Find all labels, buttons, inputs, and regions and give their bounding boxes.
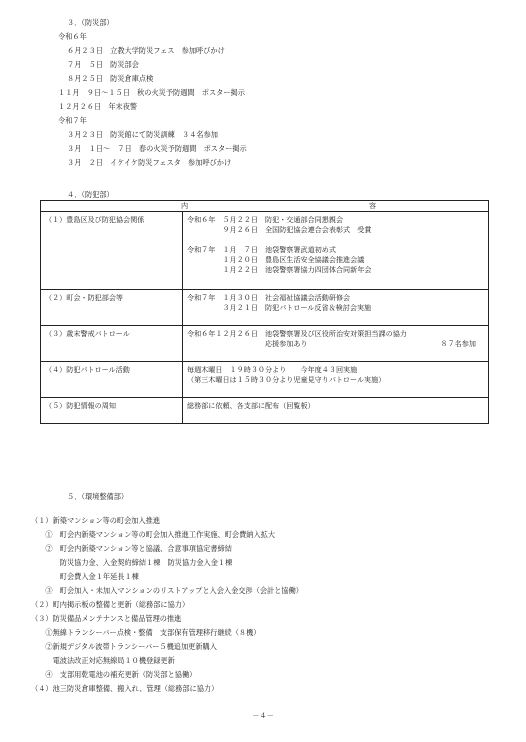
row-title: （４）防犯パトロール活動 <box>41 362 183 398</box>
content-line: ３月２１日 防犯パトロール反省＆検討会実施 <box>187 303 372 312</box>
header-label-right: 容 <box>369 201 377 210</box>
section-heading-environment: ５．（環境整備部） <box>67 492 129 501</box>
row-content <box>183 362 489 398</box>
content-line: 総務部に依頼、各支部に配布（回覧板） <box>187 401 315 410</box>
list-item: ３月 ２日 イケイケ防災フェスタ 参加呼びかけ <box>67 158 232 167</box>
list-item: 電波法改正対応無線局１０機登録更新 <box>31 656 175 665</box>
list-item: （２）町内掲示板の整備と更新（総務部に協力） <box>31 600 190 609</box>
content-line: 令和６年 ５月２２日 防犯・交通部合同懇親会 <box>187 215 344 224</box>
table-row <box>41 290 489 326</box>
list-item: 防災協力金、入金契約締結１棟 防災協力金入金１棟 <box>31 558 233 567</box>
list-item: １１月 ９日～１５日 秋の火災予防週間 ポスター掲示 <box>58 88 245 97</box>
participant-count: ８７名参加 <box>440 339 476 348</box>
list-item: 町会費入金１年延長１棟 <box>31 572 139 581</box>
row-content <box>183 212 489 290</box>
content-line <box>187 235 488 245</box>
list-item: １２月２６日 年末夜警 <box>58 102 138 111</box>
table-row <box>41 212 489 290</box>
list-item: ８月２５日 防災倉庫点検 <box>67 74 154 83</box>
row-title: （５）防犯情報の周知 <box>41 398 183 424</box>
row-title: （２）町会・防犯部会等 <box>41 290 183 326</box>
table-row <box>41 362 489 398</box>
list-item: ７月 ５日 防災部会 <box>67 60 139 69</box>
table-row <box>41 326 489 362</box>
row-title: （１）豊島区及び防犯協会関係 <box>41 212 183 290</box>
page-number: －４－ <box>252 711 274 720</box>
content-line: 応援参加あり <box>187 339 308 348</box>
table-row <box>41 398 489 424</box>
content-line: 令和７年 １月３０日 社会福祉協議会活動研修会 <box>187 293 351 302</box>
content-line: 毎週木曜日 １９時３０分より 今年度４３回実施 <box>187 365 358 374</box>
list-item: ①無線トランシーバー点検・整備 支部保有管理移行継続（８機） <box>31 628 261 637</box>
row-content <box>183 290 489 326</box>
list-item: ３月 １日～ ７日 春の火災予防週間 ポスター掲示 <box>67 144 247 153</box>
content-line: １月２０日 豊島区生活安全協議会推進会議 <box>187 255 365 264</box>
content-line: （第三木曜日は１５時３０分より児童見守りパトロール実施） <box>187 375 386 384</box>
section-heading-disaster: ３．（防災部） <box>67 18 114 27</box>
list-item: （４）池三防災倉庫整備、搬入れ、管理（総務部に協力） <box>31 684 219 693</box>
list-item: ３月２３日 防災館にて防災訓練 ３４名参加 <box>67 130 218 139</box>
table-header <box>41 201 489 212</box>
year-label: 令和６年 <box>58 32 87 41</box>
content-line: 令和７年 １月 ７日 池袋警察署武道初め式 <box>187 245 336 254</box>
list-item: ③ 町会加入・未加入マンションのリストアップと入会入金交渉（会計と協働） <box>31 586 303 595</box>
content-line: １月２２日 池袋警察署協力四団体合同新年会 <box>187 265 372 274</box>
row-content <box>183 398 489 424</box>
list-item: ②新規デジタル波帯トランシーバー５機追加更新購入 <box>31 642 217 651</box>
crime-prevention-table <box>40 200 489 424</box>
list-item: （１）新築マンション等の町会加入推進 <box>31 516 161 525</box>
year-label: 令和７年 <box>58 116 87 125</box>
list-item: ④ 支部用乾電池の補充更新（防災部と協働） <box>31 670 197 679</box>
row-content <box>183 326 489 362</box>
list-item: ② 町会内新築マンション等と協議、合意事項協定書締結 <box>31 544 232 553</box>
content-line: ９月２６日 全国防犯協会連合会表彰式 受賞 <box>187 225 372 234</box>
list-item: ６月２３日 立教大学防災フェス 参加呼びかけ <box>67 46 225 55</box>
table-header-row <box>41 201 489 212</box>
content-line: 令和６年１２月２６日 池袋警察署及び区役所治安対策担当課の協力 <box>187 329 407 338</box>
header-label-left: 内 <box>181 201 189 210</box>
section-heading-crime: ４．（防犯部） <box>67 190 114 199</box>
list-item: ① 町会内新築マンション等の町会加入推進工作実施、町会費納入拡大 <box>31 530 276 539</box>
row-title: （３）歳末警戒パトロール <box>41 326 183 362</box>
list-item: （３）防災備品メンテナンスと備品管理の推進 <box>31 614 182 623</box>
